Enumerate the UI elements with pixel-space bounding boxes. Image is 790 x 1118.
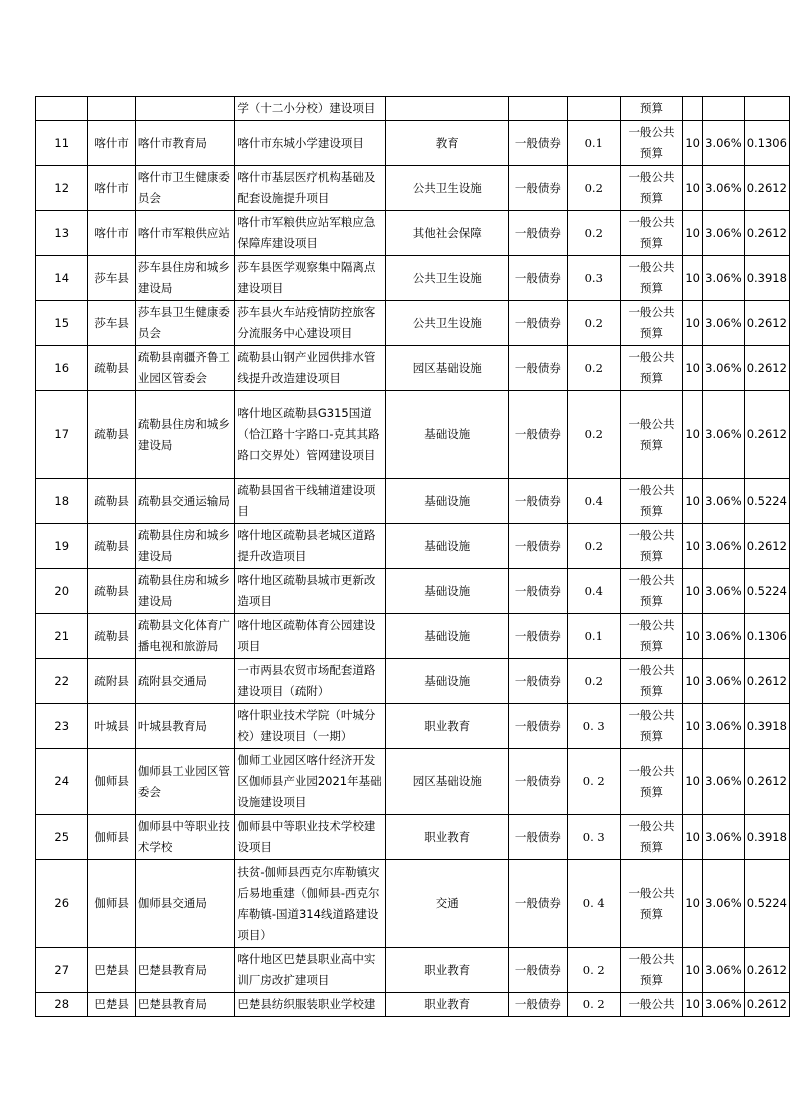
cell-county: 巴楚县 bbox=[88, 948, 135, 993]
cell-project: 伽师工业园区喀什经济开发区伽师县产业园2021年基础设施建设项目 bbox=[235, 749, 386, 815]
bond-project-table bbox=[35, 96, 790, 1017]
cell-project: 喀什职业技术学院（叶城分校）建设项目（一期） bbox=[235, 704, 386, 749]
cell-category: 职业教育 bbox=[386, 815, 509, 860]
cell-interest: 0.1306 bbox=[744, 121, 789, 166]
cell-no bbox=[36, 97, 88, 121]
cell-rate: 3.06% bbox=[703, 948, 745, 993]
cell-interest bbox=[744, 97, 789, 121]
cell-rate: 3.06% bbox=[703, 166, 745, 211]
cell-no: 14 bbox=[36, 256, 88, 301]
cell-rate: 3.06% bbox=[703, 659, 745, 704]
cell-project: 喀什地区疏勒县老城区道路提升改造项目 bbox=[235, 524, 386, 569]
cell-bond-type: 一般债券 bbox=[509, 614, 567, 659]
cell-interest: 0.3918 bbox=[744, 815, 789, 860]
cell-no: 17 bbox=[36, 391, 88, 479]
cell-amount: 0. 2 bbox=[567, 749, 620, 815]
cell-project: 喀什地区疏勒县G315国道（恰江路十字路口-克其其路路口交界处）管网建设项目 bbox=[235, 391, 386, 479]
cell-category bbox=[386, 97, 509, 121]
cell-no: 23 bbox=[36, 704, 88, 749]
table-row bbox=[36, 346, 790, 391]
cell-bond-type: 一般债券 bbox=[509, 524, 567, 569]
cell-interest: 0.2612 bbox=[744, 346, 789, 391]
cell-dept: 疏勒县住房和城乡建设局 bbox=[135, 569, 235, 614]
table-row bbox=[36, 948, 790, 993]
cell-budget: 一般公共预算 bbox=[620, 569, 682, 614]
cell-bond-type bbox=[509, 97, 567, 121]
cell-budget: 一般公共预算 bbox=[620, 860, 682, 948]
cell-term: 10 bbox=[683, 211, 703, 256]
table-row bbox=[36, 301, 790, 346]
cell-county: 疏附县 bbox=[88, 659, 135, 704]
cell-bond-type: 一般债券 bbox=[509, 211, 567, 256]
cell-dept: 叶城县教育局 bbox=[135, 704, 235, 749]
cell-category: 教育 bbox=[386, 121, 509, 166]
cell-project: 莎车县火车站疫情防控旅客分流服务中心建设项目 bbox=[235, 301, 386, 346]
table-row bbox=[36, 749, 790, 815]
cell-bond-type: 一般债券 bbox=[509, 704, 567, 749]
cell-term: 10 bbox=[683, 860, 703, 948]
cell-category: 公共卫生设施 bbox=[386, 301, 509, 346]
cell-budget: 预算 bbox=[620, 97, 682, 121]
cell-no: 26 bbox=[36, 860, 88, 948]
cell-no: 27 bbox=[36, 948, 88, 993]
table-row-continuation bbox=[36, 97, 790, 121]
cell-bond-type: 一般债券 bbox=[509, 256, 567, 301]
cell-amount: 0.2 bbox=[567, 301, 620, 346]
cell-bond-type: 一般债券 bbox=[509, 391, 567, 479]
cell-dept: 疏勒县住房和城乡建设局 bbox=[135, 524, 235, 569]
cell-term: 10 bbox=[683, 121, 703, 166]
cell-amount: 0.1 bbox=[567, 614, 620, 659]
cell-no: 16 bbox=[36, 346, 88, 391]
cell-budget: 一般公共预算 bbox=[620, 391, 682, 479]
cell-interest: 0.2612 bbox=[744, 301, 789, 346]
cell-term: 10 bbox=[683, 948, 703, 993]
cell-bond-type: 一般债券 bbox=[509, 301, 567, 346]
cell-category: 基础设施 bbox=[386, 479, 509, 524]
cell-amount: 0.2 bbox=[567, 391, 620, 479]
cell-interest: 0.2612 bbox=[744, 948, 789, 993]
cell-no: 13 bbox=[36, 211, 88, 256]
cell-interest: 0.3918 bbox=[744, 704, 789, 749]
cell-rate bbox=[703, 97, 745, 121]
cell-term: 10 bbox=[683, 346, 703, 391]
cell-interest: 0.2612 bbox=[744, 166, 789, 211]
cell-term: 10 bbox=[683, 524, 703, 569]
cell-interest: 0.2612 bbox=[744, 211, 789, 256]
cell-interest: 0.2612 bbox=[744, 659, 789, 704]
cell-interest: 0.2612 bbox=[744, 993, 789, 1017]
cell-county: 莎车县 bbox=[88, 301, 135, 346]
cell-county: 喀什市 bbox=[88, 166, 135, 211]
cell-amount: 0. 2 bbox=[567, 993, 620, 1017]
table-row bbox=[36, 704, 790, 749]
cell-category: 基础设施 bbox=[386, 659, 509, 704]
cell-interest: 0.2612 bbox=[744, 749, 789, 815]
cell-term: 10 bbox=[683, 749, 703, 815]
cell-amount: 0. 3 bbox=[567, 704, 620, 749]
cell-category: 职业教育 bbox=[386, 704, 509, 749]
cell-term: 10 bbox=[683, 569, 703, 614]
cell-county: 伽师县 bbox=[88, 815, 135, 860]
cell-budget: 一般公共预算 bbox=[620, 524, 682, 569]
table-row bbox=[36, 479, 790, 524]
cell-dept: 疏附县交通局 bbox=[135, 659, 235, 704]
cell-bond-type: 一般债券 bbox=[509, 479, 567, 524]
cell-amount: 0. 4 bbox=[567, 860, 620, 948]
cell-no: 15 bbox=[36, 301, 88, 346]
cell-bond-type: 一般债券 bbox=[509, 993, 567, 1017]
cell-rate: 3.06% bbox=[703, 860, 745, 948]
cell-budget: 一般公共预算 bbox=[620, 121, 682, 166]
cell-project: 学（十二小分校）建设项目 bbox=[235, 97, 386, 121]
cell-interest: 0.5224 bbox=[744, 860, 789, 948]
cell-budget: 一般公共预算 bbox=[620, 948, 682, 993]
cell-rate: 3.06% bbox=[703, 211, 745, 256]
cell-rate: 3.06% bbox=[703, 993, 745, 1017]
cell-rate: 3.06% bbox=[703, 256, 745, 301]
cell-category: 交通 bbox=[386, 860, 509, 948]
cell-bond-type: 一般债券 bbox=[509, 815, 567, 860]
table-row bbox=[36, 166, 790, 211]
cell-dept: 喀什市卫生健康委员会 bbox=[135, 166, 235, 211]
cell-amount: 0.1 bbox=[567, 121, 620, 166]
cell-no: 21 bbox=[36, 614, 88, 659]
cell-project: 喀什地区疏勒体育公园建设项目 bbox=[235, 614, 386, 659]
cell-amount: 0.4 bbox=[567, 479, 620, 524]
cell-project: 疏勒县山钢产业园供排水管线提升改造建设项目 bbox=[235, 346, 386, 391]
cell-category: 基础设施 bbox=[386, 614, 509, 659]
cell-budget: 一般公共预算 bbox=[620, 256, 682, 301]
table-row bbox=[36, 569, 790, 614]
cell-category: 职业教育 bbox=[386, 948, 509, 993]
cell-category: 基础设施 bbox=[386, 391, 509, 479]
cell-amount bbox=[567, 97, 620, 121]
cell-project: 伽师县中等职业技术学校建设项目 bbox=[235, 815, 386, 860]
cell-project: 疏勒县国省干线辅道建设项目 bbox=[235, 479, 386, 524]
cell-county: 喀什市 bbox=[88, 211, 135, 256]
table-row bbox=[36, 614, 790, 659]
cell-term: 10 bbox=[683, 301, 703, 346]
cell-rate: 3.06% bbox=[703, 301, 745, 346]
cell-dept: 莎车县卫生健康委员会 bbox=[135, 301, 235, 346]
cell-budget: 一般公共预算 bbox=[620, 659, 682, 704]
cell-rate: 3.06% bbox=[703, 524, 745, 569]
cell-project: 莎车县医学观察集中隔离点建设项目 bbox=[235, 256, 386, 301]
cell-dept: 巴楚县教育局 bbox=[135, 993, 235, 1017]
cell-category: 基础设施 bbox=[386, 524, 509, 569]
cell-rate: 3.06% bbox=[703, 346, 745, 391]
cell-category: 职业教育 bbox=[386, 993, 509, 1017]
cell-budget: 一般公共预算 bbox=[620, 479, 682, 524]
cell-no: 28 bbox=[36, 993, 88, 1017]
cell-rate: 3.06% bbox=[703, 569, 745, 614]
cell-county: 疏勒县 bbox=[88, 479, 135, 524]
cell-project: 巴楚县纺织服装职业学校建 bbox=[235, 993, 386, 1017]
cell-bond-type: 一般债券 bbox=[509, 749, 567, 815]
cell-county: 莎车县 bbox=[88, 256, 135, 301]
cell-county: 伽师县 bbox=[88, 860, 135, 948]
cell-amount: 0.2 bbox=[567, 524, 620, 569]
cell-county: 疏勒县 bbox=[88, 569, 135, 614]
cell-interest: 0.5224 bbox=[744, 569, 789, 614]
cell-term: 10 bbox=[683, 815, 703, 860]
cell-dept: 伽师县工业园区管委会 bbox=[135, 749, 235, 815]
cell-rate: 3.06% bbox=[703, 749, 745, 815]
cell-bond-type: 一般债券 bbox=[509, 948, 567, 993]
cell-dept: 伽师县中等职业技术学校 bbox=[135, 815, 235, 860]
cell-county: 疏勒县 bbox=[88, 614, 135, 659]
cell-no: 19 bbox=[36, 524, 88, 569]
cell-category: 公共卫生设施 bbox=[386, 166, 509, 211]
cell-dept: 疏勒县南疆齐鲁工业园区管委会 bbox=[135, 346, 235, 391]
cell-no: 24 bbox=[36, 749, 88, 815]
cell-term: 10 bbox=[683, 166, 703, 211]
cell-rate: 3.06% bbox=[703, 121, 745, 166]
table-row bbox=[36, 121, 790, 166]
cell-no: 11 bbox=[36, 121, 88, 166]
cell-project: 喀什地区疏勒县城市更新改造项目 bbox=[235, 569, 386, 614]
table-row bbox=[36, 860, 790, 948]
cell-interest: 0.1306 bbox=[744, 614, 789, 659]
cell-dept: 疏勒县文化体育广播电视和旅游局 bbox=[135, 614, 235, 659]
cell-term: 10 bbox=[683, 256, 703, 301]
cell-dept: 莎车县住房和城乡建设局 bbox=[135, 256, 235, 301]
cell-category: 其他社会保障 bbox=[386, 211, 509, 256]
cell-rate: 3.06% bbox=[703, 704, 745, 749]
cell-amount: 0.3 bbox=[567, 256, 620, 301]
cell-no: 12 bbox=[36, 166, 88, 211]
table-row bbox=[36, 815, 790, 860]
cell-dept: 疏勒县住房和城乡建设局 bbox=[135, 391, 235, 479]
cell-county: 伽师县 bbox=[88, 749, 135, 815]
cell-budget: 一般公共预算 bbox=[620, 211, 682, 256]
cell-rate: 3.06% bbox=[703, 479, 745, 524]
cell-budget: 一般公共预算 bbox=[620, 704, 682, 749]
cell-bond-type: 一般债券 bbox=[509, 166, 567, 211]
cell-budget: 一般公共 bbox=[620, 993, 682, 1017]
cell-no: 20 bbox=[36, 569, 88, 614]
cell-rate: 3.06% bbox=[703, 815, 745, 860]
cell-budget: 一般公共预算 bbox=[620, 301, 682, 346]
cell-budget: 一般公共预算 bbox=[620, 815, 682, 860]
cell-category: 基础设施 bbox=[386, 569, 509, 614]
cell-no: 25 bbox=[36, 815, 88, 860]
table-row bbox=[36, 524, 790, 569]
cell-project: 扶贫-伽师县西克尔库勒镇灾后易地重建（伽师县-西克尔库勒镇-国道314线道路建设项目） bbox=[235, 860, 386, 948]
cell-amount: 0. 2 bbox=[567, 948, 620, 993]
cell-term bbox=[683, 97, 703, 121]
cell-term: 10 bbox=[683, 993, 703, 1017]
cell-interest: 0.3918 bbox=[744, 256, 789, 301]
cell-rate: 3.06% bbox=[703, 391, 745, 479]
table-row bbox=[36, 211, 790, 256]
cell-project: 喀什市军粮供应站军粮应急保障库建设项目 bbox=[235, 211, 386, 256]
cell-interest: 0.5224 bbox=[744, 479, 789, 524]
cell-bond-type: 一般债券 bbox=[509, 569, 567, 614]
cell-term: 10 bbox=[683, 391, 703, 479]
cell-category: 园区基础设施 bbox=[386, 749, 509, 815]
cell-bond-type: 一般债券 bbox=[509, 659, 567, 704]
cell-dept: 巴楚县教育局 bbox=[135, 948, 235, 993]
cell-county bbox=[88, 97, 135, 121]
cell-dept: 喀什市军粮供应站 bbox=[135, 211, 235, 256]
cell-amount: 0.2 bbox=[567, 659, 620, 704]
table-row bbox=[36, 256, 790, 301]
cell-dept: 喀什市教育局 bbox=[135, 121, 235, 166]
cell-budget: 一般公共预算 bbox=[620, 346, 682, 391]
cell-county: 疏勒县 bbox=[88, 524, 135, 569]
cell-no: 22 bbox=[36, 659, 88, 704]
cell-term: 10 bbox=[683, 479, 703, 524]
cell-term: 10 bbox=[683, 704, 703, 749]
cell-interest: 0.2612 bbox=[744, 524, 789, 569]
cell-term: 10 bbox=[683, 614, 703, 659]
cell-bond-type: 一般债券 bbox=[509, 121, 567, 166]
cell-budget: 一般公共预算 bbox=[620, 166, 682, 211]
cell-amount: 0.2 bbox=[567, 166, 620, 211]
cell-project: 喀什市基层医疗机构基础及配套设施提升项目 bbox=[235, 166, 386, 211]
cell-project: 一市两县农贸市场配套道路建设项目（疏附） bbox=[235, 659, 386, 704]
cell-county: 疏勒县 bbox=[88, 391, 135, 479]
cell-amount: 0.2 bbox=[567, 211, 620, 256]
table-row bbox=[36, 391, 790, 479]
cell-term: 10 bbox=[683, 659, 703, 704]
cell-category: 园区基础设施 bbox=[386, 346, 509, 391]
cell-dept bbox=[135, 97, 235, 121]
cell-bond-type: 一般债券 bbox=[509, 860, 567, 948]
cell-county: 巴楚县 bbox=[88, 993, 135, 1017]
table-row bbox=[36, 993, 790, 1017]
cell-budget: 一般公共预算 bbox=[620, 749, 682, 815]
cell-county: 叶城县 bbox=[88, 704, 135, 749]
cell-amount: 0.2 bbox=[567, 346, 620, 391]
cell-category: 公共卫生设施 bbox=[386, 256, 509, 301]
cell-amount: 0. 3 bbox=[567, 815, 620, 860]
cell-no: 18 bbox=[36, 479, 88, 524]
cell-budget: 一般公共预算 bbox=[620, 614, 682, 659]
cell-dept: 伽师县交通局 bbox=[135, 860, 235, 948]
cell-project: 喀什地区巴楚县职业高中实训厂房改扩建项目 bbox=[235, 948, 386, 993]
cell-interest: 0.2612 bbox=[744, 391, 789, 479]
cell-county: 疏勒县 bbox=[88, 346, 135, 391]
cell-amount: 0.4 bbox=[567, 569, 620, 614]
cell-project: 喀什市东城小学建设项目 bbox=[235, 121, 386, 166]
cell-rate: 3.06% bbox=[703, 614, 745, 659]
table-row bbox=[36, 659, 790, 704]
cell-county: 喀什市 bbox=[88, 121, 135, 166]
cell-bond-type: 一般债券 bbox=[509, 346, 567, 391]
cell-dept: 疏勒县交通运输局 bbox=[135, 479, 235, 524]
